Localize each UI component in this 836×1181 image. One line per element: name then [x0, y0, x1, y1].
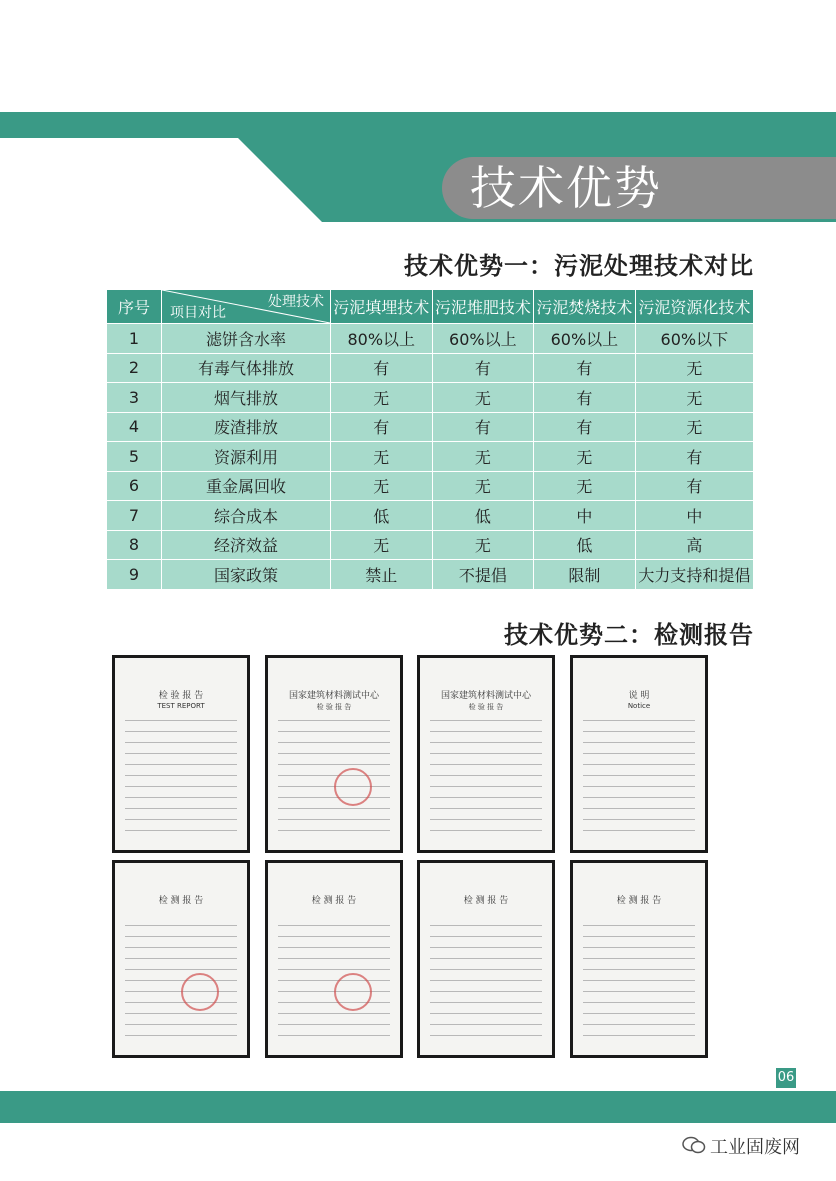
row-value: 中 — [635, 501, 753, 531]
report-text-line — [125, 797, 237, 798]
report-text-line — [278, 947, 390, 948]
row-value: 低 — [331, 501, 433, 531]
row-value: 低 — [432, 501, 534, 531]
report-text-line — [583, 925, 695, 926]
comparison-table — [106, 289, 754, 590]
report-text-line — [278, 731, 390, 732]
report-text-line — [430, 1013, 542, 1014]
report-text-line — [583, 753, 695, 754]
section1-heading: 技术优势一：污泥处理技术对比 — [404, 252, 754, 280]
report-text-line — [583, 1024, 695, 1025]
row-number: 2 — [107, 353, 162, 383]
row-value: 有 — [331, 353, 433, 383]
report-text-line — [125, 1002, 237, 1003]
report-thumbnail — [417, 655, 555, 853]
report-text-line — [125, 936, 237, 937]
report-text-line — [583, 1013, 695, 1014]
report-text-line — [125, 819, 237, 820]
table-row — [107, 383, 754, 413]
table-row — [107, 324, 754, 354]
corner-bottom-label: 项目对比 — [170, 305, 226, 321]
report-text-line — [583, 1002, 695, 1003]
report-text-line — [430, 786, 542, 787]
report-text-line — [125, 764, 237, 765]
row-item: 有毒气体排放 — [162, 353, 331, 383]
table-row — [107, 501, 754, 531]
row-number: 5 — [107, 442, 162, 472]
row-item: 国家政策 — [162, 560, 331, 590]
report-text-line — [583, 991, 695, 992]
row-value: 无 — [432, 383, 534, 413]
report-text-line — [583, 819, 695, 820]
report-text-line — [430, 753, 542, 754]
report-text-line — [278, 1035, 390, 1036]
report-text-line — [583, 786, 695, 787]
report-text-line — [430, 808, 542, 809]
row-item: 滤饼含水率 — [162, 324, 331, 354]
report-text-line — [430, 1024, 542, 1025]
report-text-line — [278, 1002, 390, 1003]
report-text-line — [430, 947, 542, 948]
row-value: 有 — [534, 412, 636, 442]
report-text-line — [430, 819, 542, 820]
row-value: 无 — [331, 471, 433, 501]
row-value: 限制 — [534, 560, 636, 590]
header-col: 污泥焚烧技术 — [534, 290, 636, 324]
report-text-line — [278, 742, 390, 743]
report-text-line — [278, 958, 390, 959]
report-text-line — [125, 830, 237, 831]
table-row — [107, 412, 754, 442]
row-number: 9 — [107, 560, 162, 590]
report-text-line — [583, 830, 695, 831]
report-thumbnail — [570, 655, 708, 853]
row-value: 中 — [534, 501, 636, 531]
report-text-line — [583, 1035, 695, 1036]
row-value: 无 — [331, 442, 433, 472]
report-text-line — [125, 925, 237, 926]
section2-heading: 技术优势二：检测报告 — [504, 621, 754, 649]
report-text-line — [125, 947, 237, 948]
report-thumbnail — [265, 655, 403, 853]
row-value: 60%以上 — [534, 324, 636, 354]
report-text-line — [430, 958, 542, 959]
report-text-line — [125, 720, 237, 721]
report-thumbnail — [265, 860, 403, 1058]
row-number: 8 — [107, 530, 162, 560]
report-text-line — [583, 764, 695, 765]
report-title: 检 测 报 告 — [311, 896, 357, 906]
report-text-line — [430, 830, 542, 831]
report-text-line — [583, 980, 695, 981]
report-text-line — [125, 786, 237, 787]
table-row — [107, 471, 754, 501]
row-value: 低 — [534, 530, 636, 560]
row-value: 无 — [331, 383, 433, 413]
report-text-line — [125, 1013, 237, 1014]
report-title: 说 明 — [628, 691, 650, 701]
row-value: 无 — [534, 442, 636, 472]
report-text-line — [125, 1035, 237, 1036]
report-text-line — [430, 991, 542, 992]
row-item: 烟气排放 — [162, 383, 331, 413]
report-text-line — [583, 969, 695, 970]
report-text-line — [125, 958, 237, 959]
row-value: 60%以上 — [432, 324, 534, 354]
row-value: 无 — [635, 412, 753, 442]
row-value: 有 — [635, 471, 753, 501]
row-value: 无 — [534, 471, 636, 501]
report-text-line — [125, 980, 237, 981]
report-text-line — [278, 1013, 390, 1014]
row-value: 无 — [635, 383, 753, 413]
report-thumbnail — [112, 655, 250, 853]
report-thumbnail — [112, 860, 250, 1058]
table-row — [107, 442, 754, 472]
row-item: 重金属回收 — [162, 471, 331, 501]
report-text-line — [278, 775, 390, 776]
corner-top-label: 处理技术 — [268, 294, 324, 310]
report-text-line — [125, 731, 237, 732]
report-thumbnail — [417, 860, 555, 1058]
report-text-line — [583, 797, 695, 798]
row-value: 禁止 — [331, 560, 433, 590]
red-seal-stamp — [181, 973, 219, 1011]
report-text-line — [278, 980, 390, 981]
report-text-line — [278, 936, 390, 937]
report-text-line — [430, 720, 542, 721]
header-col: 污泥堆肥技术 — [432, 290, 534, 324]
report-text-line — [125, 969, 237, 970]
row-number: 1 — [107, 324, 162, 354]
report-text-line — [125, 1024, 237, 1025]
table-row — [107, 353, 754, 383]
report-text-line — [583, 742, 695, 743]
row-value: 有 — [635, 442, 753, 472]
report-text-line — [583, 936, 695, 937]
row-value: 无 — [432, 471, 534, 501]
red-seal-stamp — [334, 973, 372, 1011]
report-text-line — [430, 925, 542, 926]
report-text-line — [278, 764, 390, 765]
report-text-line — [583, 775, 695, 776]
row-value: 无 — [432, 530, 534, 560]
row-value: 有 — [534, 353, 636, 383]
report-title: 检 测 报 告 — [616, 896, 662, 906]
report-title: 国家建筑材料测试中心 — [288, 691, 379, 701]
footer-band — [0, 1091, 836, 1123]
row-number: 6 — [107, 471, 162, 501]
report-text-line — [278, 969, 390, 970]
row-value: 不提倡 — [432, 560, 534, 590]
row-value: 高 — [635, 530, 753, 560]
report-text-line — [430, 764, 542, 765]
report-subtitle: 检 验 报 告 — [316, 703, 352, 711]
row-item: 经济效益 — [162, 530, 331, 560]
report-text-line — [125, 808, 237, 809]
row-value: 无 — [635, 353, 753, 383]
report-text-line — [430, 969, 542, 970]
report-text-line — [583, 958, 695, 959]
report-thumbnail — [570, 860, 708, 1058]
red-seal-stamp — [334, 768, 372, 806]
header-col: 污泥填埋技术 — [331, 290, 433, 324]
row-item: 综合成本 — [162, 501, 331, 531]
report-text-line — [430, 797, 542, 798]
report-text-line — [583, 808, 695, 809]
header-corner — [162, 290, 331, 324]
report-text-line — [583, 720, 695, 721]
row-value: 有 — [432, 353, 534, 383]
report-text-line — [278, 720, 390, 721]
report-title: 检 测 报 告 — [158, 896, 204, 906]
report-text-line — [430, 731, 542, 732]
report-subtitle: 检 验 报 告 — [468, 703, 504, 711]
report-title: 国家建筑材料测试中心 — [440, 691, 531, 701]
report-text-line — [278, 1024, 390, 1025]
report-text-line — [430, 775, 542, 776]
report-text-line — [430, 1035, 542, 1036]
table-row — [107, 530, 754, 560]
row-value: 有 — [331, 412, 433, 442]
report-subtitle: Notice — [627, 702, 651, 710]
report-text-line — [278, 753, 390, 754]
page-number: 06 — [776, 1068, 796, 1088]
report-text-line — [278, 797, 390, 798]
header-col: 污泥资源化技术 — [635, 290, 753, 324]
report-text-line — [278, 830, 390, 831]
watermark-text: 工业固废网 — [710, 1137, 800, 1158]
report-text-line — [430, 980, 542, 981]
report-title: 检 验 报 告 — [158, 691, 204, 701]
report-text-line — [278, 808, 390, 809]
row-value: 80%以上 — [331, 324, 433, 354]
row-item: 废渣排放 — [162, 412, 331, 442]
row-item: 资源利用 — [162, 442, 331, 472]
row-number: 7 — [107, 501, 162, 531]
table-row — [107, 560, 754, 590]
header-no: 序号 — [107, 290, 162, 324]
row-value: 有 — [534, 383, 636, 413]
report-text-line — [430, 742, 542, 743]
report-title: 检 测 报 告 — [463, 896, 509, 906]
page-title: 技术优势 — [470, 161, 662, 215]
row-value: 大力支持和提倡 — [635, 560, 753, 590]
table-header-row — [107, 290, 754, 324]
report-text-line — [278, 925, 390, 926]
report-text-line — [125, 742, 237, 743]
row-number: 3 — [107, 383, 162, 413]
row-value: 60%以下 — [635, 324, 753, 354]
report-text-line — [430, 1002, 542, 1003]
report-text-line — [583, 947, 695, 948]
report-text-line — [278, 819, 390, 820]
wechat-icon — [682, 1136, 706, 1154]
row-value: 无 — [432, 442, 534, 472]
report-text-line — [125, 775, 237, 776]
report-text-line — [125, 753, 237, 754]
row-value: 无 — [331, 530, 433, 560]
row-number: 4 — [107, 412, 162, 442]
report-text-line — [430, 936, 542, 937]
report-subtitle: TEST REPORT — [157, 702, 205, 710]
report-text-line — [583, 731, 695, 732]
row-value: 有 — [432, 412, 534, 442]
